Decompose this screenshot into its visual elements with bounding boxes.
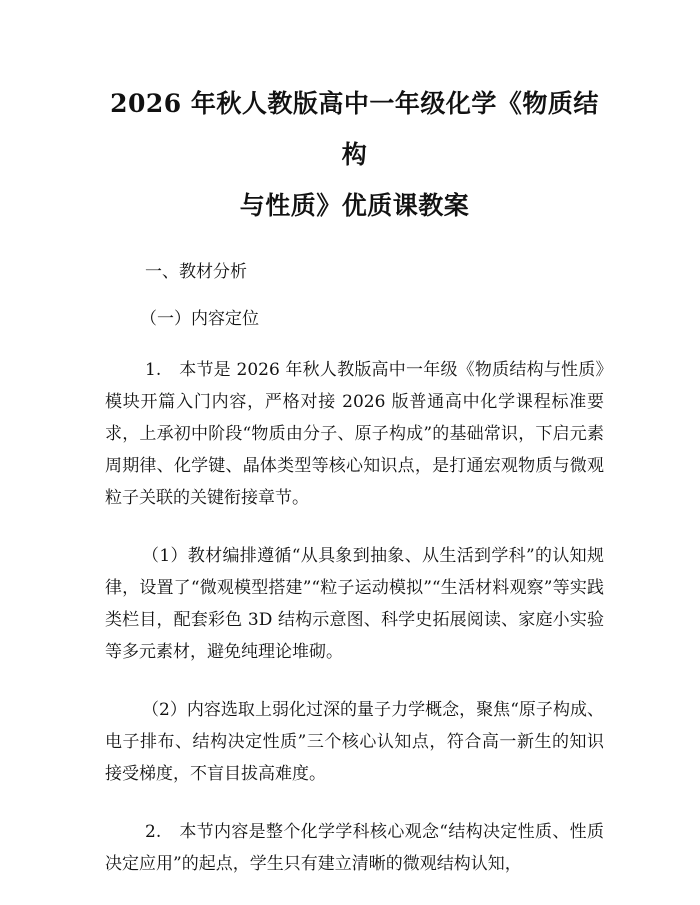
subsection-heading: （一）内容定位 — [140, 309, 259, 329]
paragraph-3-text: 内容选取上弱化过深的量子力学概念，聚焦“原子构成、电子排布、结构决定性质”三个核心认知点，符合高一新生的知识接受梯度，不盲目拔高难度。 — [105, 700, 604, 784]
title-line-1: 2026 年秋人教版高中一年级化学《物质结构 — [110, 89, 599, 169]
document-title — [105, 78, 604, 231]
paragraph-4-index: 2. — [145, 822, 162, 842]
title-line-2: 与性质》优质课教案 — [239, 191, 470, 220]
paragraph-2-text: 教材编排遵循“从具象到抽象、从生活到学科”的认知规律，设置了“微观模型搭建”“粒子运动模拟”“生活材料观察”等实践类栏目，配套彩色 3D 结构示意图、科学史拓展阅读、家庭小实验等多元素材，避免纯理论堆砌。 — [105, 546, 604, 662]
paragraph-3 — [105, 694, 604, 790]
section-heading: 一、教材分析 — [145, 262, 247, 282]
paragraph-4 — [105, 816, 604, 880]
paragraph-4-text: 本节内容是整个化学学科核心观念“结构决定性质、性质决定应用”的起点，学生只有建立清晰的微观结构认知， — [105, 822, 604, 874]
paragraph-1-index: 1. — [145, 360, 162, 380]
paragraph-1-text: 本节是 2026 年秋人教版高中一年级《物质结构与性质》模块开篇入门内容，严格对接 2026 版普通高中化学课程标准要求，上承初中阶段“物质由分子、原子构成”的基础常识，下启元素周期律、化学键、晶体类型等核心知识点，是打通宏观物质与微观粒子关联的关键衔接章节。 — [105, 360, 604, 508]
paragraph-1 — [105, 354, 604, 514]
paragraph-2 — [105, 540, 604, 668]
paragraph-2-index: （1） — [142, 546, 188, 566]
paragraph-3-index: （2） — [142, 700, 187, 720]
